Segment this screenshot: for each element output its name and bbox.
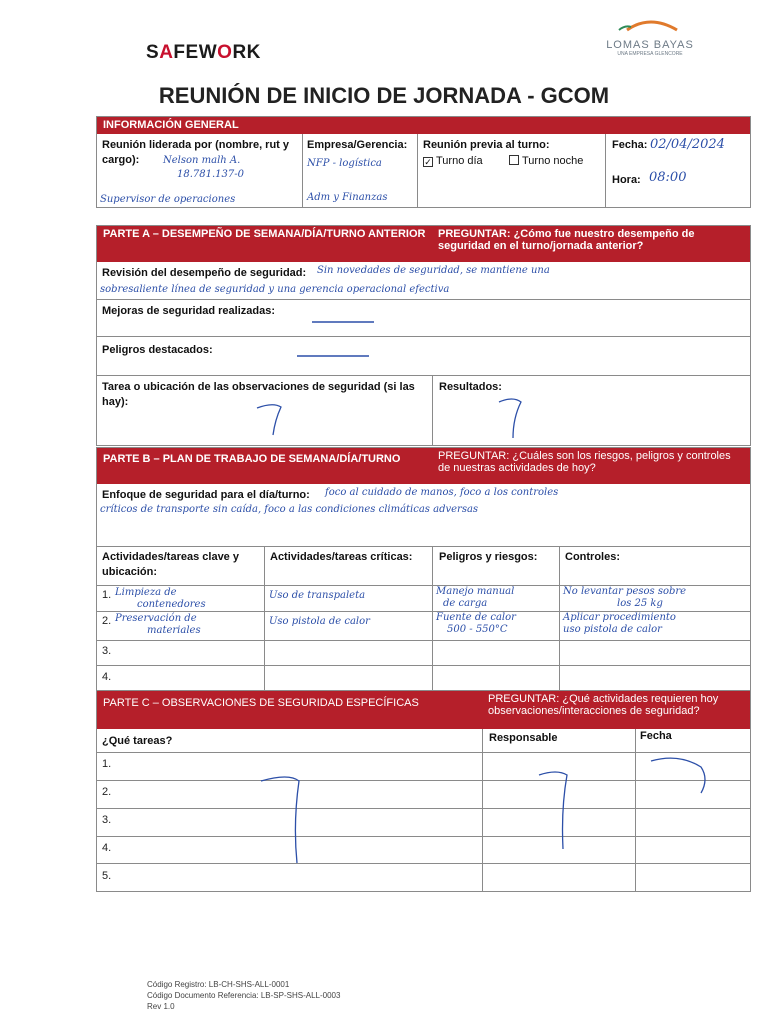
part-c-ask: PREGUNTAR: ¿Qué actividades requieren hoy observaciones/interacciones de seguridad? xyxy=(482,691,750,729)
hazard-cell[interactable]: Manejo manual xyxy=(436,586,515,597)
led-by-role[interactable]: Supervisor de operaciones xyxy=(100,194,236,205)
col-tasks: ¿Qué tareas? xyxy=(102,735,173,747)
row-number: 1. xyxy=(102,758,112,770)
col-controls: Controles: xyxy=(565,551,620,563)
row-number: 4. xyxy=(102,842,112,854)
part-c-section xyxy=(96,690,751,892)
time-label: Hora: xyxy=(612,174,641,186)
row-number: 2. xyxy=(102,786,112,798)
col-date: Fecha xyxy=(640,730,672,742)
shift-day-option[interactable]: ✓ Turno día xyxy=(424,155,483,167)
company-label: Empresa/Gerencia: xyxy=(307,139,408,151)
col-critical-tasks: Actividades/tareas críticas: xyxy=(270,551,413,563)
col-responsible: Responsable xyxy=(489,732,558,744)
led-by-label: Reunión liderada por (nombre, rut y cargo): xyxy=(102,139,290,166)
row-number: 1. xyxy=(102,589,112,601)
row-number: 5. xyxy=(102,870,112,882)
company-value[interactable]: NFP - logística xyxy=(307,158,382,169)
row-number: 3. xyxy=(102,645,112,657)
lomas-bayas-name: LOMAS BAYAS xyxy=(606,39,694,51)
control-cell[interactable]: Aplicar procedimiento xyxy=(563,612,676,623)
dash-mark xyxy=(312,320,377,324)
dash-mark xyxy=(297,354,372,358)
part-c-bar: PARTE C – OBSERVACIONES DE SEGURIDAD ESPECÍFICAS xyxy=(97,691,482,729)
lomas-bayas-sub: UNA EMPRESA GLENCORE xyxy=(617,51,683,57)
control-cell[interactable]: los 25 kg xyxy=(617,598,663,609)
hazard-cell[interactable]: Fuente de calor xyxy=(436,612,516,623)
date-value[interactable]: 02/04/2024 xyxy=(650,137,725,152)
part-b-section xyxy=(96,447,751,692)
improvements-label: Mejoras de seguridad realizadas: xyxy=(102,305,276,317)
company-value-2[interactable]: Adm y Finanzas xyxy=(307,192,388,203)
row-number: 2. xyxy=(102,615,112,627)
lomas-bayas-logo xyxy=(600,18,700,64)
hazards-label: Peligros destacados: xyxy=(102,344,213,356)
task-label: Tarea o ubicación de las observaciones de seguridad (si las hay): xyxy=(102,381,415,408)
part-a-bar: PARTE A – DESEMPEÑO DE SEMANA/DÍA/TURNO ANTERIOR xyxy=(97,226,432,262)
led-by-rut[interactable]: 18.781.137-0 xyxy=(177,169,244,180)
footer-revision: Rev 1.0 xyxy=(147,1002,175,1011)
safework-logo xyxy=(146,42,261,64)
sunrise-arc-icon xyxy=(615,18,685,32)
focus-line-2[interactable]: críticos de transporte sin caída, foco a las condiciones climáticas adversas xyxy=(100,504,479,515)
review-label: Revisión del desempeño de seguridad: xyxy=(102,267,307,279)
part-a-section xyxy=(96,225,751,446)
critical-task-cell[interactable]: Uso de transpaleta xyxy=(269,590,366,601)
footer-reference-code: Código Documento Referencia: LB-SP-SHS-ALL-0003 xyxy=(147,991,341,1000)
scribble-mark xyxy=(255,402,285,438)
row-number: 4. xyxy=(102,671,112,683)
scribble-mark xyxy=(649,753,714,795)
key-task-cell[interactable]: Limpieza de xyxy=(115,587,177,598)
part-b-bar: PARTE B – PLAN DE TRABAJO DE SEMANA/DÍA/TURNO xyxy=(97,448,432,484)
review-line-1[interactable]: Sin novedades de seguridad, se mantiene una xyxy=(317,265,550,276)
led-by-name[interactable]: Nelson malh A. xyxy=(163,155,241,166)
date-label: Fecha: xyxy=(612,139,648,151)
review-line-2[interactable]: sobresaliente línea de seguridad y una gerencia operacional efectiva xyxy=(100,284,450,295)
safework-logo-text: SAFEWORK xyxy=(146,42,261,63)
shift-night-option[interactable]: Turno noche xyxy=(509,154,583,169)
key-task-cell[interactable]: materiales xyxy=(147,625,201,636)
scribble-mark xyxy=(537,769,572,851)
page-title: REUNIÓN DE INICIO DE JORNADA - GCOM xyxy=(158,83,610,108)
hazard-cell[interactable]: 500 - 550°C xyxy=(447,624,508,635)
part-a-ask: PREGUNTAR: ¿Cómo fue nuestro desempeño de seguridad en el turno/jornada anterior? xyxy=(432,226,750,262)
focus-label: Enfoque de seguridad para el día/turno: xyxy=(102,489,310,501)
prev-meeting-label: Reunión previa al turno: xyxy=(423,139,550,151)
critical-task-cell[interactable]: Uso pistola de calor xyxy=(269,616,370,627)
scribble-mark xyxy=(497,396,527,440)
part-b-ask: PREGUNTAR: ¿Cuáles son los riesgos, peligros y controles de nuestras actividades de hoy? xyxy=(432,448,750,484)
checkbox-icon[interactable] xyxy=(509,155,519,165)
results-label: Resultados: xyxy=(439,381,502,393)
key-task-cell[interactable]: contenedores xyxy=(137,599,206,610)
info-bar: INFORMACIÓN GENERAL xyxy=(97,117,750,134)
time-value[interactable]: 08:00 xyxy=(649,170,687,185)
footer-registry-code: Código Registro: LB-CH-SHS-ALL-0001 xyxy=(147,980,290,989)
row-number: 3. xyxy=(102,814,112,826)
scribble-mark xyxy=(259,773,304,865)
col-key-tasks: Actividades/tareas clave y ubicación: xyxy=(102,551,239,578)
control-cell[interactable]: No levantar pesos sobre xyxy=(563,586,687,597)
info-section xyxy=(96,116,751,208)
focus-line-1[interactable]: foco al cuidado de manos, foco a los controles xyxy=(325,487,559,498)
checked-box-icon[interactable]: ✓ xyxy=(424,157,432,167)
control-cell[interactable]: uso pistola de calor xyxy=(563,624,662,635)
hazard-cell[interactable]: de carga xyxy=(443,598,488,609)
key-task-cell[interactable]: Preservación de xyxy=(115,613,197,624)
col-hazards: Peligros y riesgos: xyxy=(439,551,538,563)
document-footer xyxy=(147,979,340,1012)
